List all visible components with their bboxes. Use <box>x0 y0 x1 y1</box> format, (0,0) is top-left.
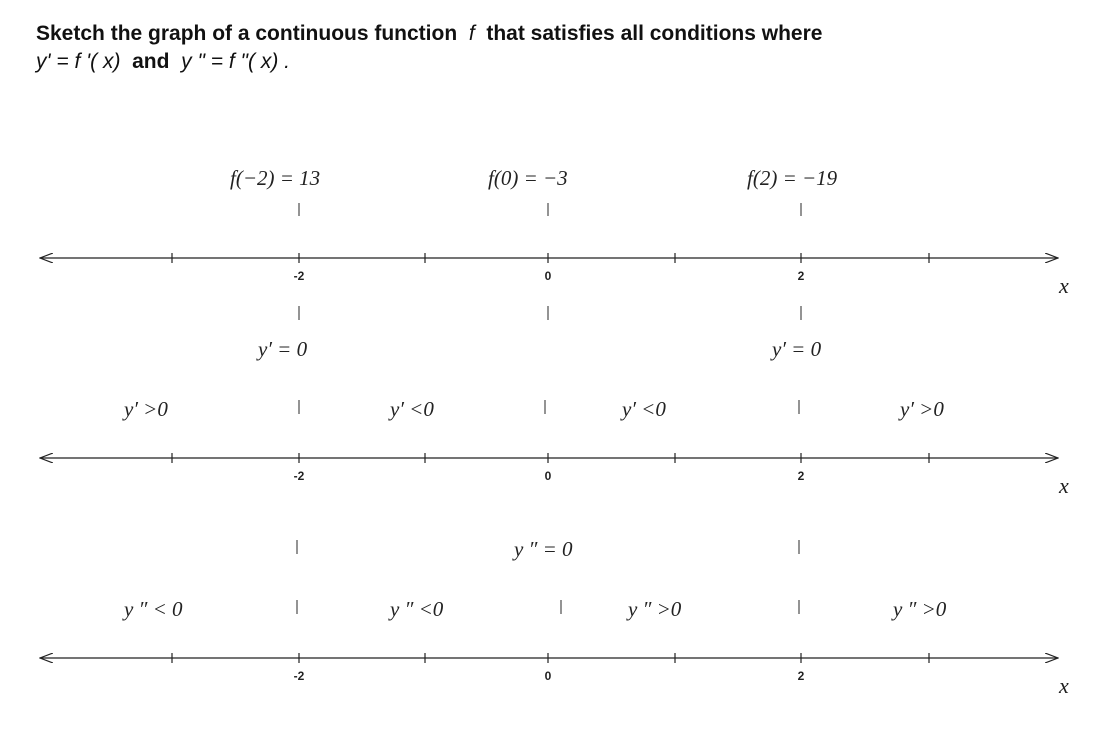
annotation-yprime-zero-neg2: y′ = 0 <box>258 337 308 361</box>
prompt-text-b: that satisfies all conditions where <box>486 22 823 45</box>
annotation-f-0: f(0) = −3 <box>488 166 568 190</box>
tick-label-0: 0 <box>544 669 552 683</box>
first-derivative-notation: f '( x) <box>74 50 121 73</box>
annotation-f-neg2: f(−2) = 13 <box>230 166 321 190</box>
tick-label-2: 2 <box>797 469 805 483</box>
number-line-2 <box>40 397 1069 498</box>
interval-yprime-3: y′ <0 <box>622 397 666 421</box>
second-derivative-notation: f "( x) . <box>228 50 290 73</box>
interval-ydoubleprime-3: y ″ >0 <box>628 597 682 621</box>
axis-label-x-2: x <box>1059 473 1069 498</box>
second-derivative-symbol: y " = <box>181 50 224 73</box>
annotation-f-2: f(2) = −19 <box>747 166 838 190</box>
tick-label-2: 2 <box>797 669 805 683</box>
tick-label-neg2: -2 <box>293 469 305 483</box>
annotation-ydoubleprime-zero: y ″ = 0 <box>514 537 573 561</box>
first-derivative-symbol: y' = <box>36 50 69 73</box>
interval-ydoubleprime-2: y ″ <0 <box>390 597 444 621</box>
interval-ydoubleprime-4: y ″ >0 <box>893 597 947 621</box>
tick-label-2: 2 <box>797 269 805 283</box>
function-symbol: f <box>468 22 475 45</box>
number-line-1 <box>40 166 1069 361</box>
prompt-text-a: Sketch the graph of a continuous function <box>36 22 458 45</box>
prompt-and: and <box>132 50 170 73</box>
tick-label-neg2: -2 <box>293 269 305 283</box>
tick-label-0: 0 <box>544 269 552 283</box>
axis-label-x-1: x <box>1059 273 1069 298</box>
tick-label-0: 0 <box>544 469 552 483</box>
number-line-3 <box>40 537 1069 698</box>
annotation-yprime-zero-2: y′ = 0 <box>772 337 822 361</box>
axis-label-x-3: x <box>1059 673 1069 698</box>
interval-yprime-4: y′ >0 <box>900 397 944 421</box>
tick-label-neg2: -2 <box>293 669 305 683</box>
interval-yprime-2: y′ <0 <box>390 397 434 421</box>
interval-yprime-1: y′ >0 <box>124 397 168 421</box>
interval-ydoubleprime-1: y ″ < 0 <box>124 597 183 621</box>
